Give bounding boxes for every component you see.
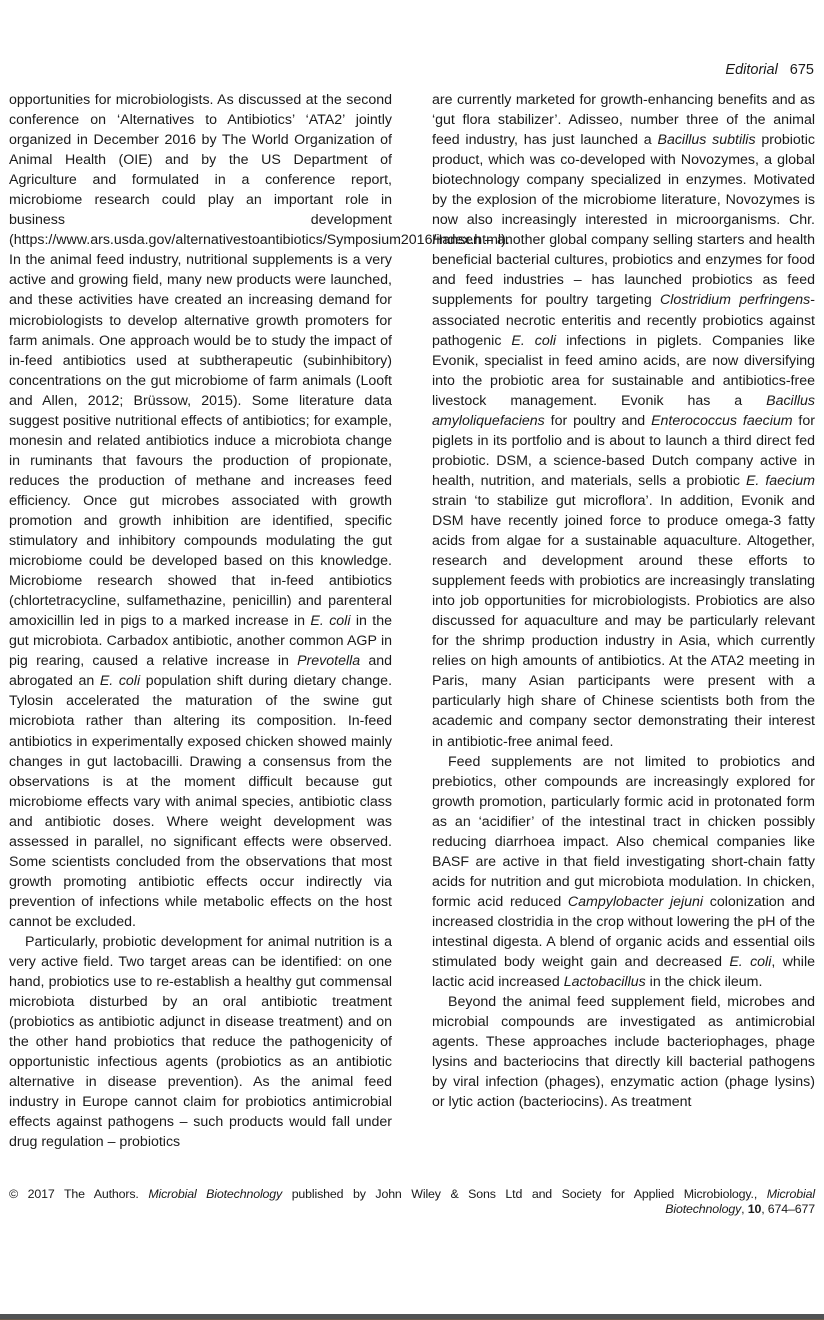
text-run: colonization and increased clostridia in the crop without lowering the pH of the intestinal digesta. A blend of organic acids and essential oils stimulated body weight gain and decreased [432,893,816,971]
paragraph [9,90,510,932]
text-run: Feed supplements are not limited to probiotics and prebiotics, other compounds are increasingly explored for growth promotion, particularly formic acid in protonated form as an ‘acidifier’ of the intestinal tract in chicken possibly reducing diarrhoea impact. Also chemical companies like BASF are active in that field investigating short-chain fatty acids for nutrition and gut microbiota modulation. In chicken, formic acid reduced [432,753,815,910]
text-run: infections in piglets. Companies like Evonik, specialist in feed amino acids, are now diversifying into the probiotic area for sustainable and antibiotics-free livestock management. Evonik has a [432,332,815,409]
journal-name: Microbial Biotechnology [148,1187,283,1201]
paragraph [432,90,815,752]
viewer-bottom-bar [0,1314,824,1320]
section-label: Editorial [725,62,778,78]
text-run: in the chick ileum. [645,974,763,991]
species-name: Enterococcus faecium [651,412,793,429]
paragraph [432,752,815,993]
text-run: , while lactic acid increased [432,954,815,991]
text-run: population shift during dietary change. Tylosin accelerated the maturation of the swine gut microbiota rather than altering its composition. In-feed antibiotics in experimentally exposed chicken showed mainly changes in gut lactobacilli. Drawing a consensus from the observations is at the moment difficult because gut microbiome effects vary with animal species, antibiotic class and antibiotic doses. Where weight development was assessed in parallel, no significant effects were observed. Some scientists concluded from the observations that most growth promoting antibiotic effects occur indirectly via prevention of infections while metabolic effects on the host cannot be excluded. [9,673,393,930]
text-run: are currently marketed for growth-enhancing benefits and as ‘gut flora stabilizer’. Adisseo, number three of the animal feed industry, has just launched a [432,92,815,149]
publisher-text: published by John Wiley & Sons Ltd and Society for Applied Microbiology., [282,1187,767,1201]
text-run: for piglets in its portfolio and is about to launch a third direct fed probiotic. DSM, a science-based Dutch company active in health, nutrition, and materials, sells a probiotic [432,412,815,489]
species-name: Lactobacillus [563,974,646,991]
text-run: -associated necrotic enteritis and recently probiotics against pathogenic [432,292,816,349]
species-name: Prevotella [297,653,361,670]
text-run: probiotic product, which was co-developed with Novozymes, a global biotechnology company specialized in enzymes. Motivated by the explosion of the microbiome literature, Novozymes is now also increasingly interested in microorganisms. Chr. Hansen – another global company selling starters and health beneficial bacterial cultures, probiotics and enzymes for food and feed industries – has launched probiotics as feed supplements for poultry targeting [432,132,815,309]
paragraph: Beyond the animal feed supplement field, microbes and microbial compounds are investigated as antimicrobial agents. These approaches include bacteriophages, phage lysins and bacteriocins that directly kill bacterial pathogens by viral infection (phages), enzymatic action (phage lysins) or lytic action (bacteriocins). As treatment [432,994,815,1111]
species-name: E. faecium [745,472,815,489]
species-name: Campylobacter jejuni [567,893,704,910]
left-column [9,90,510,1152]
text-run: strain ‘to stabilize gut microflora’. In addition, Evonik and DSM have recently joined force to produce omega-3 fatty acids from algae for a sustainable aquaculture. Altogether, research and development around these efforts to supplement feeds with probiotics are increasingly translating into job opportunities for microbiologists. Probiotics are also discussed for aquaculture and may be particularly relevant for the shrimp production industry in Asia, which currently relies on high amounts of antibiotics. At the ATA2 meeting in Paris, many Asian participants were present with a particularly high share of Chinese scientists both from the academic and company sector demonstrating their interest in antibiotic-free animal feed. [432,492,815,750]
copyright-footer [9,1187,815,1217]
text-run: opportunities for microbiologists. As discussed at the second conference on ‘Alternatives to Antibiotics’ ‘ATA2’ jointly organized in December 2016 by The World Organization of Animal Health (OIE) and by the US Department of Agriculture and formulated in a conference report, microbiome research could play an important role in business development (https://www.ars.usda.gov/alternativestoantibiotics/Symposium2016/index.html). In the animal feed industry, nutritional supplements is a very active and growing field, many new products were launched, and these activities have created an increasing demand for microbiologists to develop alternative growth promoters for farm animals. One approach would be to study the impact of in-feed antibiotics used at subtherapeutic (subinhibitory) concentrations on the gut microbiome of farm animals (Looft and Allen, 2012; Brüssow, 2015). Some literature data suggest positive nutritional effects of antibiotics; for example, monesin and related antibiotics induce a microbiota change in ruminants that favours the production of propionate, reduces the production of methane and increases feed efficiency. Once gut microbes associated with growth promotion and growth inhibition are identified, specific stimulatory and inhibitory compounds modulating the gut microbiome could be developed based on this knowledge. Microbiome research showed that in-feed antibiotics (chlortetracycline, sulfamethazine, penicillin) and parenteral amoxicillin led in pigs to a marked increase in [9,92,510,630]
species-name: Clostridium perfringens [660,292,811,309]
volume-number: 10 [747,1202,762,1216]
text-run: and abrogated an [9,653,392,690]
text-run: for poultry and [544,412,652,429]
running-header [725,60,814,80]
separator: , [741,1202,748,1216]
paragraph: Particularly, probiotic development for animal nutrition is a very active field. Two target areas can be identified: on one hand, probiotics use to re-establish a healthy gut commensal microbiota disturbed by an oral antibiotic treatment (probiotics as antibiotic adjunct in disease treatment) and on the other hand probiotics that reduce the pathogenicity of opportunistic infectious agents (probiotics as an antibiotic alternative in disease prevention). As the animal feed industry in Europe cannot claim for probiotics antimicrobial effects against pathogens – such products would fall under drug regulation – probiotics [9,933,392,1151]
journal-name: Biotechnology [665,1202,742,1216]
species-name: E. coli [729,954,772,971]
species-name: Bacillus amyloliquefaciens [432,392,815,429]
right-column [432,90,815,1112]
species-name: E. coli [310,613,351,630]
page-range: , 674–677 [761,1202,815,1216]
footer-line-2 [9,1202,815,1217]
species-name: E. coli [99,673,141,690]
page-number: 675 [789,62,814,78]
text-run: in the gut microbiota. Carbadox antibiotic, another common AGP in pig rearing, caused a relative increase in [9,613,392,670]
species-name: E. coli [511,332,557,349]
footer-line-1 [9,1187,815,1202]
journal-name: Microbial [766,1187,815,1201]
species-name: Bacillus subtilis [657,132,756,149]
copyright-text: © 2017 The Authors. [9,1187,149,1201]
